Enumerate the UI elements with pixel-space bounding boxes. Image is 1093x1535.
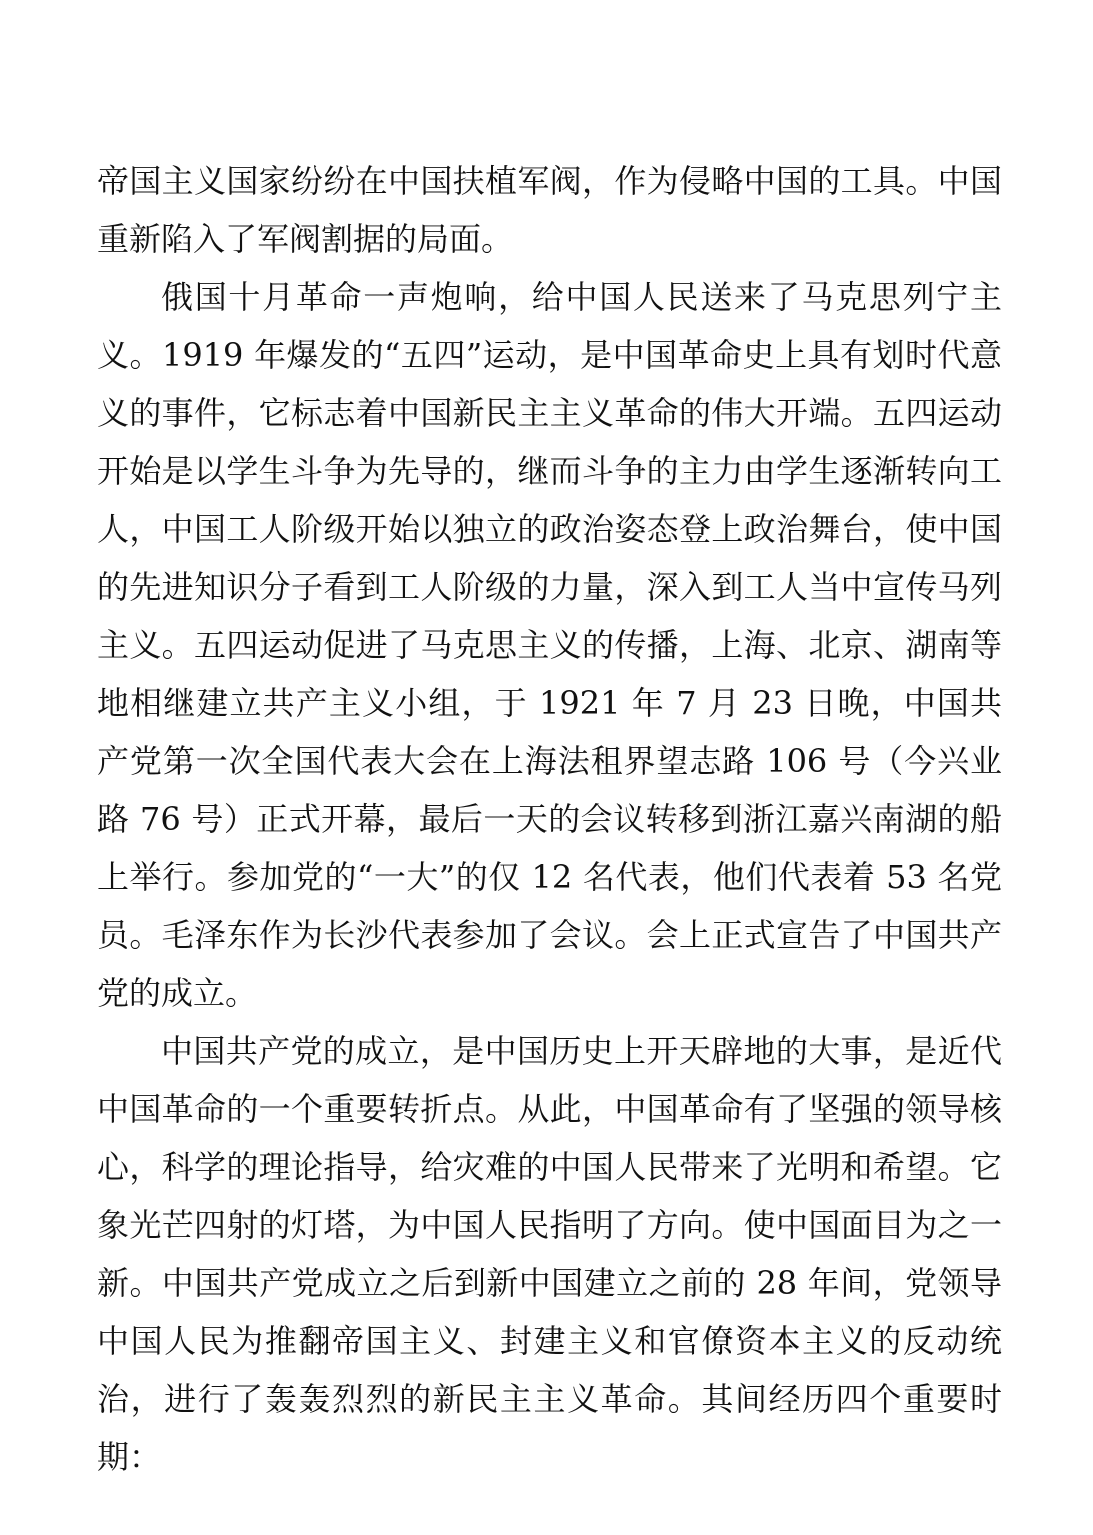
paragraph-continued: 帝国主义国家纷纷在中国扶植军阀，作为侵略中国的工具。中国重新陷入了军阀割据的局面。 [97, 162, 1002, 258]
paragraph-may-fourth: 俄国十月革命一声炮响，给中国人民送来了马克思列宁主义。1919 年爆发的“五四”运动，是中国革命史上具有划时代意义的事件，它标志着中国新民主主义革命的伟大开端。五四运动开始是以学生斗争为先导的，继而斗争的主力由学生逐渐转向工人，中国工人阶级开始以独立的政治姿态登上政治舞台，使中国的先进知识分子看到工人阶级的力量，深入到工人当中宣传马列主义。五四运动促进了马克思主义的传播，上海、北京、湖南等地相继建立共产主义小组，于 1921 年 7 月 23 日晚，中国共产党第一次全国代表大会在上海法租界望志路 106 号（今兴业路 76 号）正式开幕，最后一天的会议转移到浙江嘉兴南湖的船上举行。参加党的“一大”的仅 12 名代表，他们代表着 53 名党员。毛泽东作为长沙代表参加了会议。会上正式宣告了中国共产党的成立。 [97, 278, 1002, 1012]
body-text [97, 152, 1002, 1486]
paragraph-party-founding: 中国共产党的成立，是中国历史上开天辟地的大事，是近代中国革命的一个重要转折点。从此，中国革命有了坚强的领导核心，科学的理论指导，给灾难的中国人民带来了光明和希望。它象光芒四射的灯塔，为中国人民指明了方向。使中国面目为之一新。中国共产党成立之后到新中国建立之前的 28 年间，党领导中国人民为推翻帝国主义、封建主义和官僚资本主义的反动统治，进行了轰轰烈烈的新民主主义革命。其间经历四个重要时期： [97, 1032, 1002, 1476]
